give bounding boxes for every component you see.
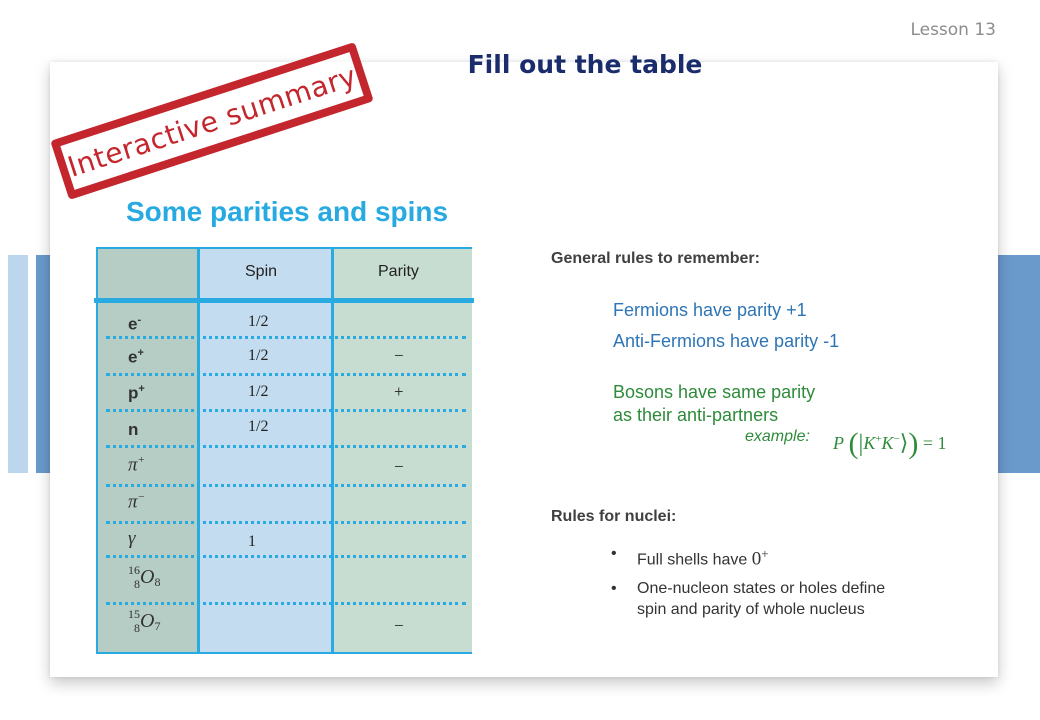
parity-column	[334, 249, 472, 652]
spin-column	[197, 249, 334, 652]
rule-full-shells: • Full shells have 0+	[612, 543, 769, 570]
nucleus-oxygen-16: 16 8 $O_8$	[128, 563, 161, 591]
spin-cell: 1/2	[248, 383, 269, 400]
table-header-divider	[94, 298, 474, 303]
lesson-label: Lesson 13	[910, 20, 996, 40]
row-divider	[106, 555, 466, 558]
particle-positron: e+	[128, 347, 144, 367]
nuclei-rules-heading: Rules for nuclei:	[551, 508, 677, 525]
spin-cell: 1	[248, 533, 256, 550]
particle-proton: p+	[128, 383, 145, 403]
particle-neutron: n	[128, 420, 139, 439]
right-accent-bar	[998, 255, 1040, 473]
parity-cell: −	[394, 616, 404, 635]
left-accent-bar-light	[8, 255, 28, 473]
example-label: example:	[745, 428, 810, 445]
general-rules-heading: General rules to remember:	[551, 250, 760, 267]
row-divider	[106, 373, 466, 376]
left-accent-bar-dark	[36, 255, 50, 473]
parity-header: Parity	[378, 263, 419, 280]
row-divider	[106, 445, 466, 448]
stamp-text: Interactive summary	[63, 58, 361, 184]
parity-spin-table	[96, 247, 472, 654]
particle-photon: γ	[128, 528, 136, 549]
particle-column	[98, 249, 197, 652]
spin-cell: 1/2	[248, 347, 269, 364]
particle-electron: e-	[128, 314, 142, 334]
rule-one-nucleon: • One-nucleon states or holes define spin and parity of whole nucleus	[612, 578, 885, 620]
bosons-rule: Bosons have same parity as their anti-partners	[613, 382, 816, 425]
slide-title: Fill out the table	[467, 50, 703, 79]
spin-header: Spin	[245, 263, 278, 280]
parity-formula: P (|K+K−⟩) = 1	[833, 427, 947, 460]
fermions-rule: Fermions have parity +1	[613, 300, 807, 320]
nucleus-oxygen-15: 15 8 $O_7$	[128, 607, 161, 635]
row-divider	[106, 484, 466, 487]
particle-pion-plus: π+	[128, 454, 145, 476]
parity-cell: −	[394, 457, 404, 476]
antifermions-rule: Anti-Fermions have parity -1	[613, 331, 840, 351]
spin-cell: 1/2	[248, 418, 269, 435]
parity-cell: +	[394, 382, 404, 401]
row-divider	[106, 521, 466, 524]
particle-pion-minus: π−	[128, 491, 145, 513]
section-subtitle: Some parities and spins	[126, 196, 449, 227]
row-divider	[106, 409, 466, 412]
spin-cell: 1/2	[248, 313, 269, 330]
parity-cell: −	[394, 346, 404, 365]
row-divider	[106, 336, 466, 339]
row-divider	[106, 602, 466, 605]
